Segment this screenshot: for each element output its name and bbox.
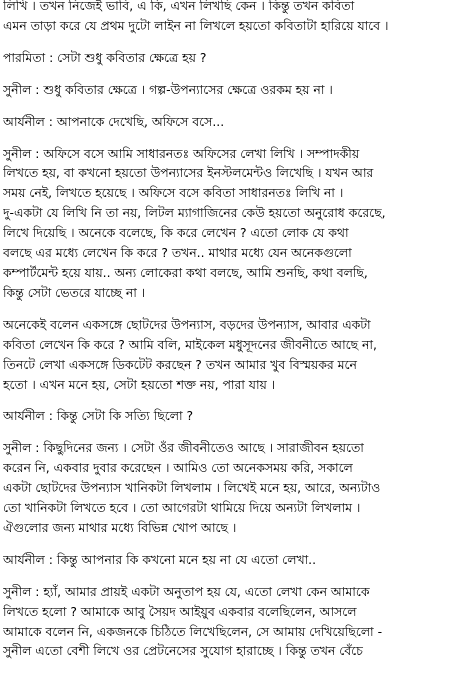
text-line: অনেকেই বলেন একসঙ্গে ছোটদের উপন্যাস, বড়দের উপন্যাস, আবার একটা xyxy=(3,316,371,332)
text-line: একটা ছোটদের উপন্যাস খানিকটা লিখলাম । লিখেই মনে হয়, আরে, অন্যটাও xyxy=(3,480,381,496)
text-line: সুনীল : কিছুদিনের জন্য । সেটা ওঁর জীবনীতেও আছে । সারাজীবন হয়তো xyxy=(3,440,364,456)
text-line: হতো । এখন মনে হয়, সেটা হয়তো শক্ত নয়, পারা যায় । xyxy=(3,376,276,392)
transcript-paragraph xyxy=(3,438,455,538)
transcript-paragraph xyxy=(3,406,455,426)
transcript-paragraph xyxy=(3,0,455,36)
text-line: কবিতা লেখেন কি করে ? আমি বলি, মাইকেল মধুসূদনের জীবনীতে আছে না, xyxy=(3,336,377,352)
transcript-paragraph xyxy=(3,112,455,132)
text-line: তিনটে লেখা একসঙ্গে ডিকটেট করছেন ? তখন আমার খুব বিস্ময়কর মনে xyxy=(3,356,357,372)
text-line: করেন নি, একবার দুবার করেছেন । আমিও তো অনেকসময় করি, সকালে xyxy=(3,460,353,476)
transcript-paragraph xyxy=(3,48,455,68)
transcript-page xyxy=(3,0,455,673)
text-line: লিখতে হয়, বা কখনো হয়তো উপন্যাসের ইনস্টলমেন্টও লিখেছি । যখন আর xyxy=(3,165,374,181)
transcript-paragraph xyxy=(3,550,455,570)
text-line: আর্যনীল : কিন্তু সেটা কি সত্যি ছিলো ? xyxy=(3,408,194,424)
text-line: লিখে দিয়েছি । অনেকে বলেছে, কি করে লেখেন ? এতো লোক যে কথা xyxy=(3,225,349,241)
text-line: বলছে এর মধ্যে লেখেন কি করে ? তখন.. মাথার মধ্যে যেন অনেকগুলো xyxy=(3,245,352,261)
transcript-paragraph xyxy=(3,80,455,100)
text-line: তো খানিকটা লিখতে হবে । তো আগেরটা থামিয়ে দিয়ে অন্যটা লিখলাম । xyxy=(3,500,361,516)
text-line: আর্যনীল : কিন্তু আপনার কি কখনো মনে হয় না যে এতো লেখা.. xyxy=(3,551,317,567)
text-line: দু-একটা যে লিখি নি তা নয়, লিটল ম্যাগাজিনের কেউ হয়তো অনুরোধ করেছে, xyxy=(3,205,386,221)
text-line: কিন্তু সেটা ভেতরে যাচ্ছে না । xyxy=(3,284,146,300)
text-line: সুনীল : হ্যাঁ, আমার প্রায়ই একটা অনুতাপ হয় যে, এতো লেখা কেন আমাকে xyxy=(3,583,370,599)
text-line: কম্পার্টমেন্ট হয়ে যায়.. অন্য লোকেরা কথা বলছে, আমি শুনছি, কথা বলছি, xyxy=(3,264,368,280)
text-line: লিখি । তখন নিজেই ভাবি, এ কি, এখন লিখছি কেন । কিন্তু তখন কবিতা xyxy=(3,0,355,13)
text-line: লিখতে হলো ? আমাকে আবু সৈয়দ আইয়ুব একবার বলেছিলেন, আসলে xyxy=(3,603,357,619)
transcript-paragraph xyxy=(3,315,455,395)
text-line: সুনীল : অফিসে বসে আমি সাধারনতঃ অফিসের লেখা লিখি । সম্পাদকীয় xyxy=(3,145,360,161)
text-line: সুনীল : শুধু কবিতার ক্ষেত্রে । গল্প-উপন্যাসের ক্ষেত্রে ওরকম হয় না । xyxy=(3,81,333,97)
text-line: আর্যনীল : আপনাকে দেখেছি, অফিসে বসে... xyxy=(3,113,225,129)
text-line: পারমিতা : সেটা শুধু কবিতার ক্ষেত্রে হয় ? xyxy=(3,49,207,65)
transcript-paragraph xyxy=(3,582,455,662)
text-line: সুনীল এতো বেশী লিখে ওর প্রেটনেসের সুযোগ হারাচ্ছে । কিন্তু তখন বেঁচে xyxy=(3,643,363,659)
text-line: আমাকে বলেন নি, একজনকে চিঠিতে লিখেছিলেন, সে আমায় দেখিয়েছিলো - xyxy=(3,623,383,639)
text-line: ঐগুলোর জন্য মাথার মধ্যে বিভিন্ন খোপ আছে । xyxy=(3,519,237,535)
text-line: সময় নেই, লিখতে হয়েছে । অফিসে বসে কবিতা সাধারনতঃ লিখি না । xyxy=(3,185,344,201)
transcript-paragraph xyxy=(3,144,455,303)
text-line: এমন তাড়া করে যে প্রথম দুটো লাইন না লিখলে হয়তো কবিতাটা হারিয়ে যাবে । xyxy=(3,17,389,33)
